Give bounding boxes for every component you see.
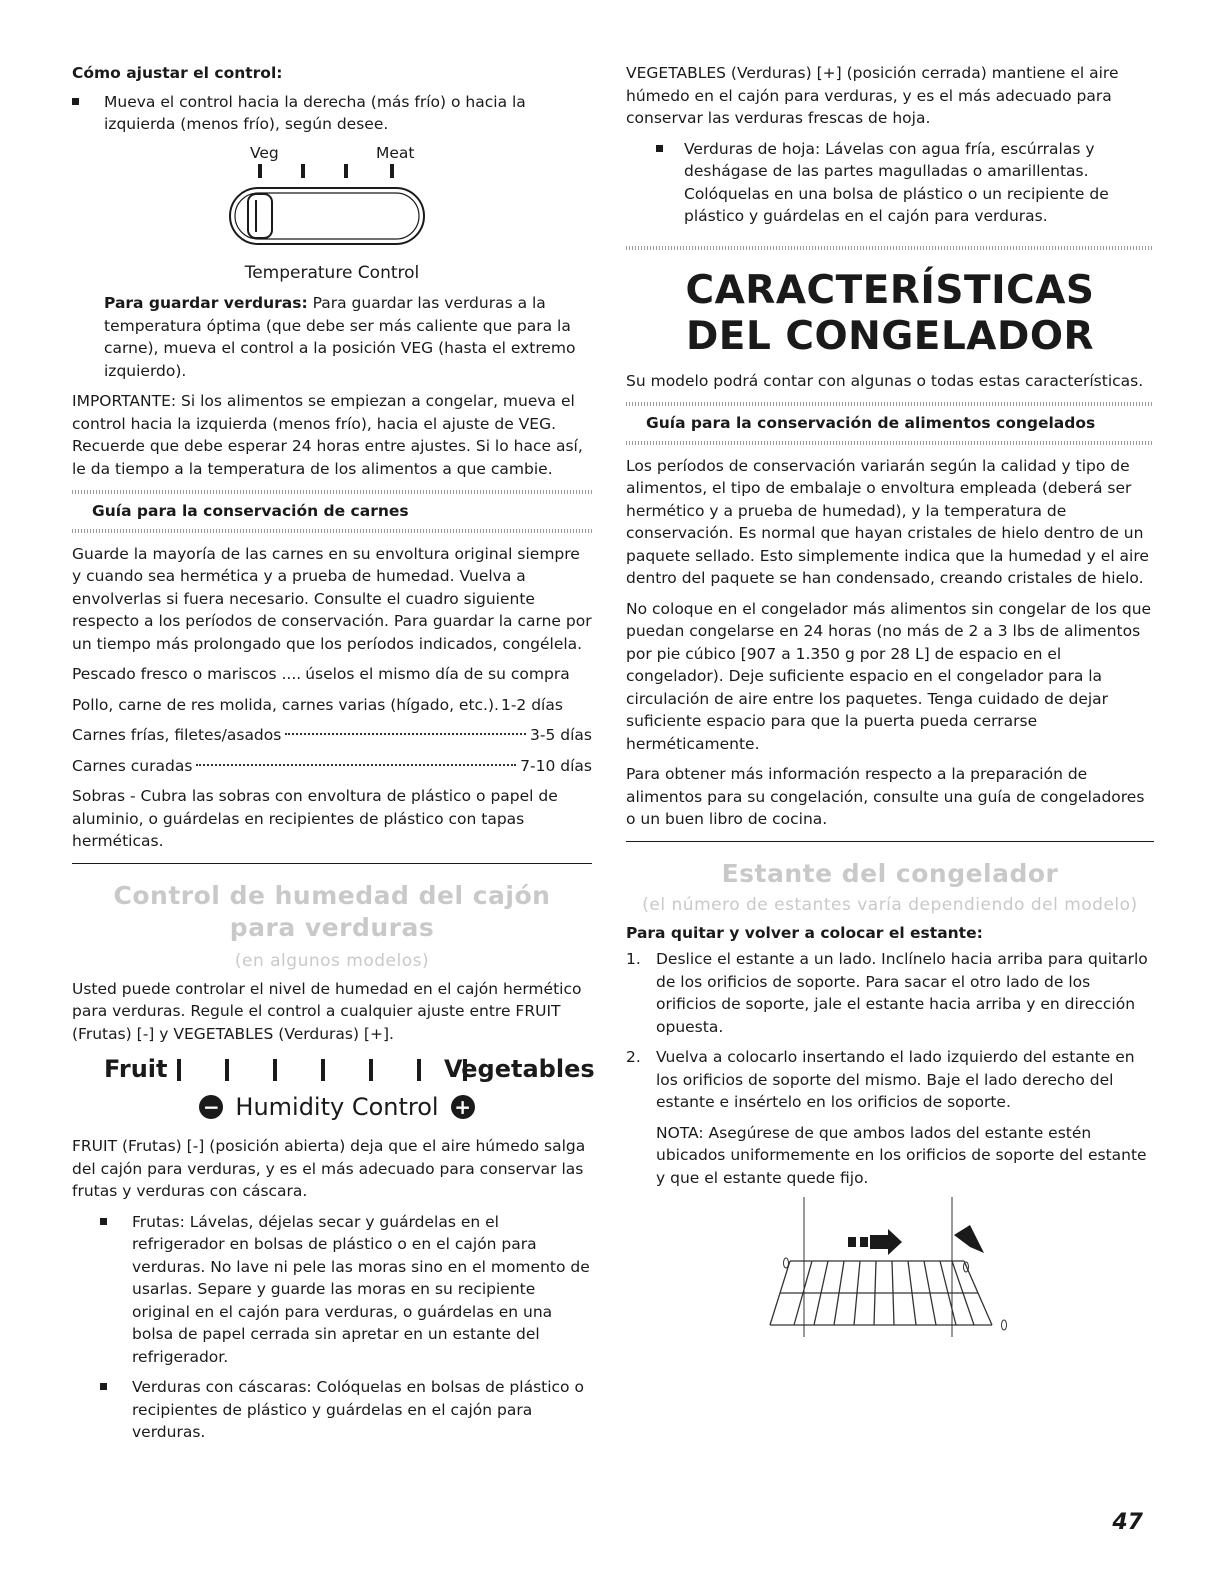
divider [72, 529, 592, 533]
carnes-heading-block [72, 490, 592, 533]
importante-paragraph [72, 390, 592, 480]
estante-title: Estante del congelador [721, 858, 1059, 888]
humidity-caption-row [152, 1091, 522, 1123]
minus-icon: − [199, 1095, 223, 1119]
temperature-slider-icon [72, 164, 592, 254]
humedad-title-line-1: Control de humedad del cajón [113, 880, 551, 910]
step-number: 2. [626, 1048, 641, 1066]
step-text: Vuelva a colocarlo insertando el lado izquierdo del estante en los orificios de soporte del mismo. Baje el lado derecho del estante e insértelo en los orificios de soporte. [656, 1048, 1135, 1111]
heading-line-1: CARACTERÍSTICAS [685, 267, 1095, 313]
humedad-title [72, 880, 592, 944]
verduras-paragraph [72, 292, 592, 382]
humidity-caption: Humidity Control [235, 1093, 439, 1121]
modelo-text: Su modelo podrá contar con algunas o todas estas características. [626, 371, 1144, 390]
congelados-heading: Guía para la conservación de alimentos congelados [646, 414, 1096, 432]
fruit-text: FRUIT (Frutas) [-] (posición abierta) deja que el aire húmedo salga del cajón para verduras, y es el más adecuado para conservar las frutas y verduras con cáscara. [72, 1137, 586, 1200]
meat-row-1 [72, 694, 592, 717]
shelf-illustration [756, 1197, 1056, 1347]
plus-icon: + [451, 1095, 475, 1119]
vegetables-text: VEGETABLES (Verduras) [+] (posición cerrada) mantiene el aire húmedo en el cajón para verduras, y es el más adecuado para conservar las verduras frescas de hoja. [626, 64, 1119, 127]
meat-row-value: 7-10 días [520, 756, 592, 775]
meat-row-0 [72, 663, 592, 686]
meat-row-3 [72, 755, 592, 778]
nota-lead: NOTA: [656, 1123, 704, 1142]
meat-row-label: Carnes frías, filetes/asados [72, 726, 282, 744]
ajustar-bullet: Mueva el control hacia la derecha (más frío) o hacia la izquierda (menos frío), según desee. [72, 91, 592, 136]
section-rule [72, 863, 592, 864]
meat-label: Meat [376, 143, 415, 162]
heading-line-2: DEL CONGELADOR [685, 313, 1095, 359]
divider [626, 246, 1154, 250]
nota-paragraph [626, 1122, 1154, 1190]
vegetables-label: Vegetables [444, 1055, 595, 1083]
meat-row-label: Pescado fresco o mariscos .... [72, 665, 302, 683]
congelados-p2: No coloque en el congelador más alimentos sin congelar de los que puedan congelarse en 24 horas (no más de 2 a 3 lbs de alimentos por pie cúbico [907 a 1.350 g por 28 L] de espacio en el congelador). Deje suficiente espacio en el congelador para la circulación de aire entre los paquetes. Tenga cuidado de dejar suficiente espacio para que la puerta pueda cerrarse herméticamente. [626, 599, 1152, 753]
cascaras-bullet: Verduras con cáscaras: Colóquelas en bolsas de plástico o recipientes de plástico y guárdelas en el cajón para verduras. [100, 1376, 592, 1444]
hoja-bullet: Verduras de hoja: Lávelas con agua fría, escúrralas y deshágase de las partes magulladas o amarillentas. Colóquelas en una bolsa de plástico o un recipiente de plástico y guárdelas en el cajón para verduras. [656, 138, 1154, 228]
temperature-control-caption: Temperature Control [244, 262, 420, 283]
meat-row-value: 3-5 días [530, 726, 592, 744]
estante-subtitle: (el número de estantes varía dependiendo del modelo) [642, 894, 1138, 915]
verduras-lead: Para guardar verduras: [104, 294, 308, 312]
congelados-p1: Los períodos de conservación variarán según la calidad y tipo de alimentos, el tipo de embalaje o envoltura empleada (deberá ser hermético y a prueba de humedad), y la temperatura de conservación. Es normal que hayan cristales de hielo dentro de un paquete sellado. Esto simplemente indica que la humedad y el aire dentro del paquete se han condensado, creando cristales de hielo. [626, 456, 1149, 587]
humedad-subtitle: (en algunos modelos) [234, 950, 430, 971]
importante-lead: IMPORTANTE: [72, 392, 177, 410]
section-rule [626, 841, 1154, 842]
verduras-text: Para guardar las verduras a la temperatura óptima (que debe ser más caliente que para la carne), mueva el control a la posición VEG (hasta el extremo izquierdo). [104, 294, 576, 380]
carnes-heading: Guía para la conservación de carnes [92, 502, 409, 520]
importante-text: Si los alimentos se empiezan a congelar, mueva el control hacia la izquierda (menos frío), hacia el ajuste de VEG. Recuerde que debe esperar 24 horas entre ajustes. Si lo hace así, le da tiempo a la temperatura de los alimentos a que cambie. [72, 392, 583, 478]
temperature-control-diagram [72, 142, 592, 260]
meat-row-label: Pollo, carne de res molida, carnes varias (hígado, etc.). [72, 695, 499, 714]
carnes-intro: Guarde la mayoría de las carnes en su envoltura original siempre y cuando sea hermética y a prueba de humedad. Vuelva a envolverlas si fuera necesario. Consulte el cuadro siguiente respecto a los períodos de conservación. Para guardar la carne por un tiempo más prolongado que los períodos indicados, congélela. [72, 544, 592, 653]
humidity-control-diagram [72, 1053, 595, 1129]
step-number: 1. [626, 950, 641, 968]
veg-label: Veg [250, 143, 279, 162]
quitar-title: Para quitar y volver a colocar el estante: [626, 923, 983, 942]
step-text: Deslice el estante a un lado. Inclínelo hacia arriba para quitarlo de los orificios de soporte. Para sacar el otro lado de los orificios de soporte, jale el estante hacia arriba y en dirección opuesta. [656, 950, 1148, 1036]
sobras-text: Sobras - Cubra las sobras con envoltura de plástico o papel de aluminio, o guárdelas en recipientes de plástico con tapas herméticas. [72, 787, 558, 850]
meat-row-label: Carnes curadas [72, 756, 193, 775]
divider [626, 441, 1154, 445]
meat-row-value: úselos el mismo día de su compra [305, 665, 570, 683]
humedad-intro: Usted puede controlar el nivel de humedad en el cajón hermético para verduras. Regule el control a cualquier ajuste entre FRUIT (Frutas) [-] y VEGETABLES (Verduras) [+]. [72, 979, 582, 1043]
meat-row-value: 1-2 días [500, 695, 563, 714]
ajustar-title: Cómo ajustar el control: [72, 64, 283, 82]
step-2 [626, 1046, 1154, 1114]
right-column [626, 62, 1154, 1347]
nota-text: Asegúrese de que ambos lados del estante estén ubicados uniformemente en los orificios de soporte del estante y que el estante quede fijo. [656, 1123, 1147, 1187]
congelados-heading-block [626, 402, 1154, 445]
caracteristicas-heading [626, 268, 1154, 360]
congelados-p3: Para obtener más información respecto a la preparación de alimentos para su congelación, consulte una guía de congeladores o un buen libro de cocina. [626, 765, 1145, 828]
meat-row-2 [72, 724, 592, 747]
fruit-label: Fruit [104, 1055, 168, 1083]
humedad-title-line-2: para verduras [229, 912, 435, 942]
frutas-bullet: Frutas: Lávelas, déjelas secar y guárdelas en el refrigerador en bolsas de plástico o en el cajón para verduras. No lave ni pele las moras sino en el momento de usarlas. Separe y guarde las moras en su recipiente original en el cajón para verduras, o guárdelas en una bolsa de papel cerrada sin apretar en un estante del refrigerador. [100, 1211, 592, 1369]
page-number: 47 [1112, 1510, 1143, 1535]
left-column [72, 62, 595, 1452]
step-1 [626, 948, 1154, 1038]
humidity-ticks-icon [177, 1057, 477, 1087]
